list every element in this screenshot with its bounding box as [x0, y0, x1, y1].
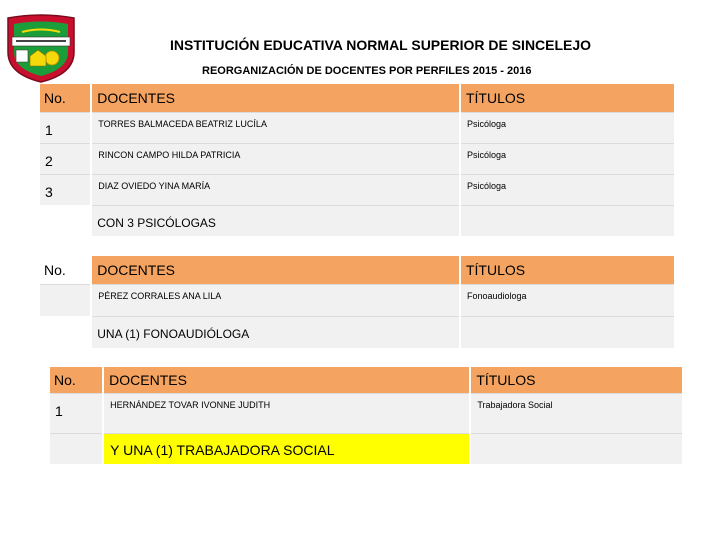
summary-row: [40, 316, 674, 348]
teacher-title: Psicóloga: [461, 112, 674, 143]
psychologists-table: [38, 84, 676, 236]
table-row: [50, 393, 682, 433]
table-row: [40, 284, 674, 316]
teacher-name: HERNÁNDEZ TOVAR IVONNE JUDITH: [104, 393, 469, 433]
summary-label: UNA (1) FONOAUDIÓLOGA: [92, 316, 459, 348]
summary-label: Y UNA (1) TRABAJADORA SOCIAL: [104, 433, 469, 464]
teacher-title: Fonoaudiologa: [461, 284, 674, 316]
summary-empty-cell: [461, 205, 674, 236]
col-titulos-header: TÍTULOS: [461, 84, 674, 112]
row-number: 1: [40, 112, 90, 143]
table-row: [40, 143, 674, 174]
summary-label: CON 3 PSICÓLOGAS: [92, 205, 459, 236]
teacher-name: DIAZ OVIEDO YINA MARÍA: [92, 174, 459, 205]
page-subtitle: REORGANIZACIÓN DE DOCENTES POR PERFILES 2015 - 2016: [202, 65, 532, 77]
speech-therapist-table: [38, 256, 676, 348]
col-docentes-header: DOCENTES: [92, 256, 459, 284]
page-title: INSTITUCIÓN EDUCATIVA NORMAL SUPERIOR DE SINCELEJO: [170, 37, 592, 53]
col-docentes-header: DOCENTES: [104, 367, 469, 393]
summary-row: [50, 433, 682, 464]
summary-empty-cell: [471, 433, 682, 464]
summary-blank-cell: [50, 433, 102, 464]
col-docentes-header: DOCENTES: [92, 84, 459, 112]
summary-empty-cell: [461, 316, 674, 348]
col-no-header: No.: [50, 367, 102, 393]
row-number: 2: [40, 143, 90, 174]
row-number: 1: [50, 393, 102, 433]
row-number: [40, 284, 90, 316]
table-header: [40, 256, 674, 284]
teacher-title: Psicóloga: [461, 174, 674, 205]
teacher-name: TORRES BALMACEDA BEATRIZ LUCÍLA: [92, 112, 459, 143]
social-worker-table: [48, 367, 684, 464]
summary-blank-cell: [40, 316, 90, 348]
summary-blank-cell: [40, 205, 90, 236]
teacher-name: PÉREZ CORRALES ANA LILA: [92, 284, 459, 316]
school-crest-icon: [2, 12, 80, 84]
teacher-title: Psicóloga: [461, 143, 674, 174]
col-titulos-header: TÍTULOS: [471, 367, 682, 393]
col-titulos-header: TÍTULOS: [461, 256, 674, 284]
table-header: [50, 367, 682, 393]
table-row: [40, 174, 674, 205]
table-header: [40, 84, 674, 112]
table-row: [40, 112, 674, 143]
col-no-header: No.: [40, 256, 90, 284]
summary-row: [40, 205, 674, 236]
col-no-header: No.: [40, 84, 90, 112]
teacher-name: RINCON CAMPO HILDA PATRICIA: [92, 143, 459, 174]
row-number: 3: [40, 174, 90, 205]
teacher-title: Trabajadora Social: [471, 393, 682, 433]
